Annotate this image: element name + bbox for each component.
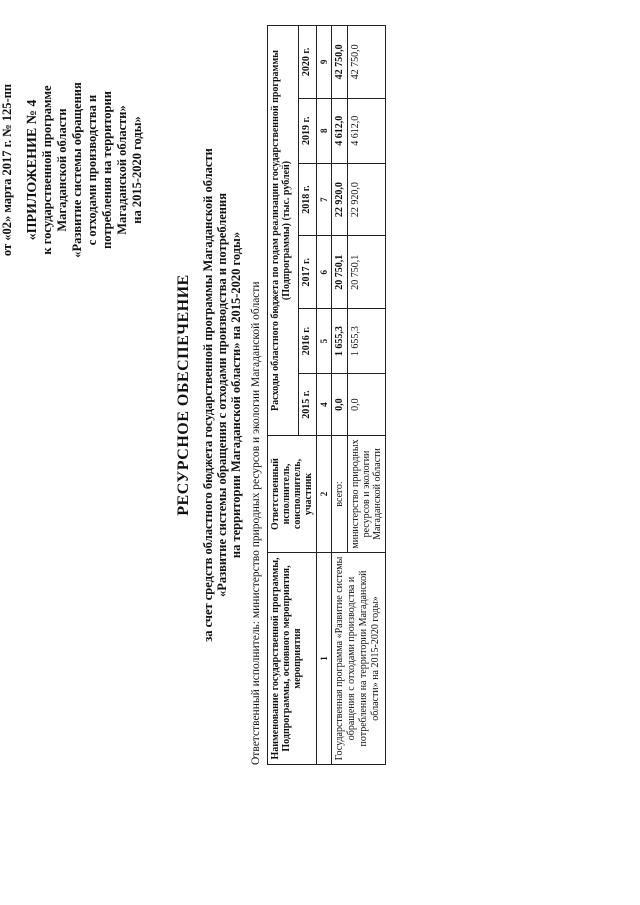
annex-1-date: от «02» марта 2017 г. № 125-пп (0, 83, 14, 257)
responsible-executor: Ответственный исполнитель: министерство природных ресурсов и экологии Магаданской области (250, 281, 262, 765)
col-number: 1 (317, 553, 332, 765)
col-number: 7 (317, 163, 332, 236)
document-title: РЕСУРСНОЕ ОБЕСПЕЧЕНИЕ (175, 274, 192, 516)
ministry-value-cell: 42 750,0 (348, 26, 386, 99)
ministry-value-cell: 1 655,3 (348, 309, 386, 374)
col-header-name: Наименование государственной программы, Подпрограммы, основного мероприятия, мероприятия (268, 553, 317, 765)
col-number: 5 (317, 309, 332, 374)
annex-4-line: Магаданской области (55, 108, 69, 232)
year-header: 2015 г. (298, 374, 316, 436)
ministry-value-cell: 4 612,0 (348, 98, 386, 163)
ministry-value-cell: 22 920,0 (348, 163, 386, 236)
document-subtitle: за счет средств областного бюджета государственной программы Магаданской области (201, 148, 215, 642)
year-header: 2018 г. (298, 163, 316, 236)
ministry-cell: министерство природных ресурсов и экологии Магаданской области (348, 436, 386, 553)
annex-4-line: к государственной программе (40, 85, 54, 255)
total-value-cell: 0,0 (332, 374, 348, 436)
col-number: 4 (317, 374, 332, 436)
annex-4-line: потребления на территории (100, 91, 114, 249)
year-header: 2016 г. (298, 309, 316, 374)
annex-4-line: Магаданской области» (115, 105, 129, 235)
annex-4-line: «Развитие системы обращения (70, 82, 84, 258)
annex-4-line: на 2015-2020 годы» (130, 116, 144, 224)
resource-table (267, 25, 386, 765)
total-value-cell: 20 750,1 (332, 236, 348, 309)
document-subtitle: на территории Магаданской области» на 2015-2020 годы» (229, 231, 243, 559)
col-header-expenses: Расходы областного бюджета по годам реализации государственной программы (Подпрограммы) (тыс. рублей) (268, 26, 299, 436)
year-header: 2019 г. (298, 98, 316, 163)
total-label-cell: всего: (332, 436, 348, 553)
annex-1-block (0, 45, 15, 295)
annex-4-title: «ПРИЛОЖЕНИЕ № 4 (25, 99, 40, 241)
year-header: 2017 г. (298, 236, 316, 309)
program-name-cell: Государственная программа «Развитие системы обращения с отходами производства и потребления на территории Магаданской области» на 2015-2020 годы» (332, 553, 386, 765)
ministry-value-cell: 20 750,1 (348, 236, 386, 309)
annex-4-line: с отходами производства и (85, 94, 99, 246)
document-sheet (0, 15, 495, 905)
total-value-cell: 1 655,3 (332, 309, 348, 374)
col-number: 6 (317, 236, 332, 309)
document-subtitle: «Развитие системы обращения с отходами производства и потребления (215, 193, 229, 597)
total-value-cell: 4 612,0 (332, 98, 348, 163)
col-number: 9 (317, 26, 332, 99)
total-value-cell: 22 920,0 (332, 163, 348, 236)
document-heading (175, 15, 243, 775)
col-header-executor: Ответственный исполнитель, соисполнитель, участник (268, 436, 317, 553)
ministry-value-cell: 0,0 (348, 374, 386, 436)
year-header: 2020 г. (298, 26, 316, 99)
annex-4-block (25, 45, 145, 295)
table-row (332, 26, 348, 765)
col-number: 2 (317, 436, 332, 553)
total-value-cell: 42 750,0 (332, 26, 348, 99)
col-number: 8 (317, 98, 332, 163)
